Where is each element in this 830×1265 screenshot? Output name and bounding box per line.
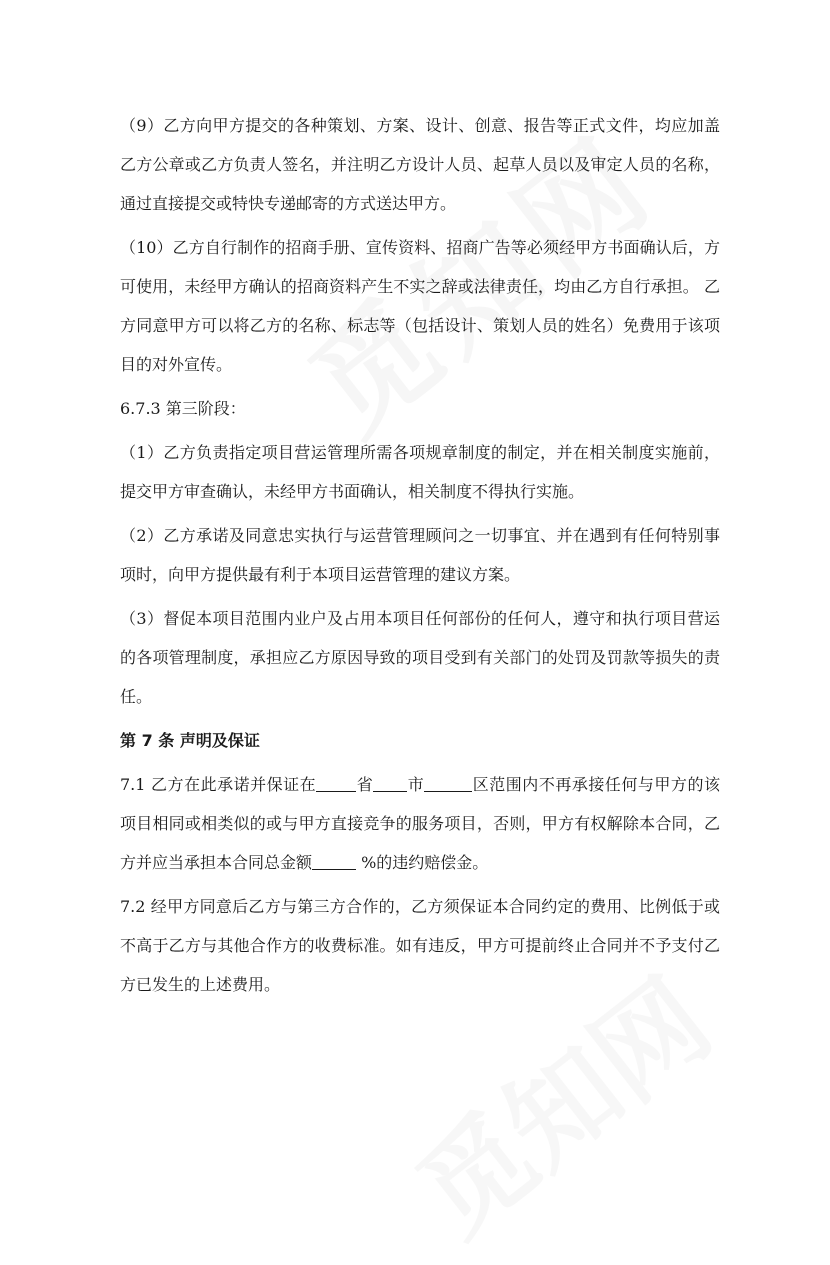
document-body [120,106,720,1009]
paragraph-10: （10）乙方自行制作的招商手册、宣传资料、招商广告等必须经甲方书面确认后，方可使用，未经甲方确认的招商资料产生不实之辞或法律责任，均由乙方自行承担。 乙方同意甲方可以将乙方的名称、标志等（包括设计、策划人员的姓名）免费用于该项目的对外宣传。 [120,238,720,374]
paragraph-1: （1）乙方负责指定项目营运管理所需各项规章制度的制定，并在相关制度实施前，提交甲方审查确认，未经甲方书面确认，相关制度不得执行实施。 [120,443,720,501]
clause-7-1-city-label: 市 [407,775,425,794]
city-blank [373,775,407,792]
paragraph-9: （9）乙方向甲方提交的各种策划、方案、设计、创意、报告等正式文件，均应加盖乙方公章或乙方负责人签名，并注明乙方设计人员、起草人员以及审定人员的名称，通过直接提交或特快专递邮寄的方式送达甲方。 [120,116,720,213]
paragraph-3: （3）督促本项目范围内业户及占用本项目任何部份的任何人，遵守和执行项目营运的各项管理制度，承担应乙方原因导致的项目受到有关部门的处罚及罚款等损失的责任。 [120,609,720,706]
clause-7-1-part-a: 7.1 乙方在此承诺并保证在 [120,775,317,794]
district-blank [424,775,472,792]
percentage-blank [312,853,356,870]
province-blank [316,775,356,792]
clause-7-1-province-label: 省 [356,775,374,794]
paragraph-2: （2）乙方承诺及同意忠实执行与运营管理顾问之一切事宜、并在遇到有任何特别事项时，向甲方提供最有利于本项目运营管理的建议方案。 [120,526,720,584]
section-6-7-3-title: 6.7.3 第三阶段： [120,399,246,418]
article-7-heading: 第 7 条 声明及保证 [120,731,260,750]
clause-7-1-part-d: 区范围内不再承接任何与甲方的该项目相同或相类似的或与甲方直接竞争的服务项目，否则，甲方有权解除本合同，乙方并应当承担本合同总金额 [120,775,720,872]
clause-7-2: 7.2 经甲方同意后乙方与第三方合作的，乙方须保证本合同约定的费用、比例低于或不高于乙方与其他合作方的收费标准。如有违反，甲方可提前终止合同并不予支付乙方已发生的上述费用。 [120,897,720,994]
clause-7-1-part-e: %的违约赔偿金。 [356,853,489,872]
clause-7-1 [120,765,720,882]
